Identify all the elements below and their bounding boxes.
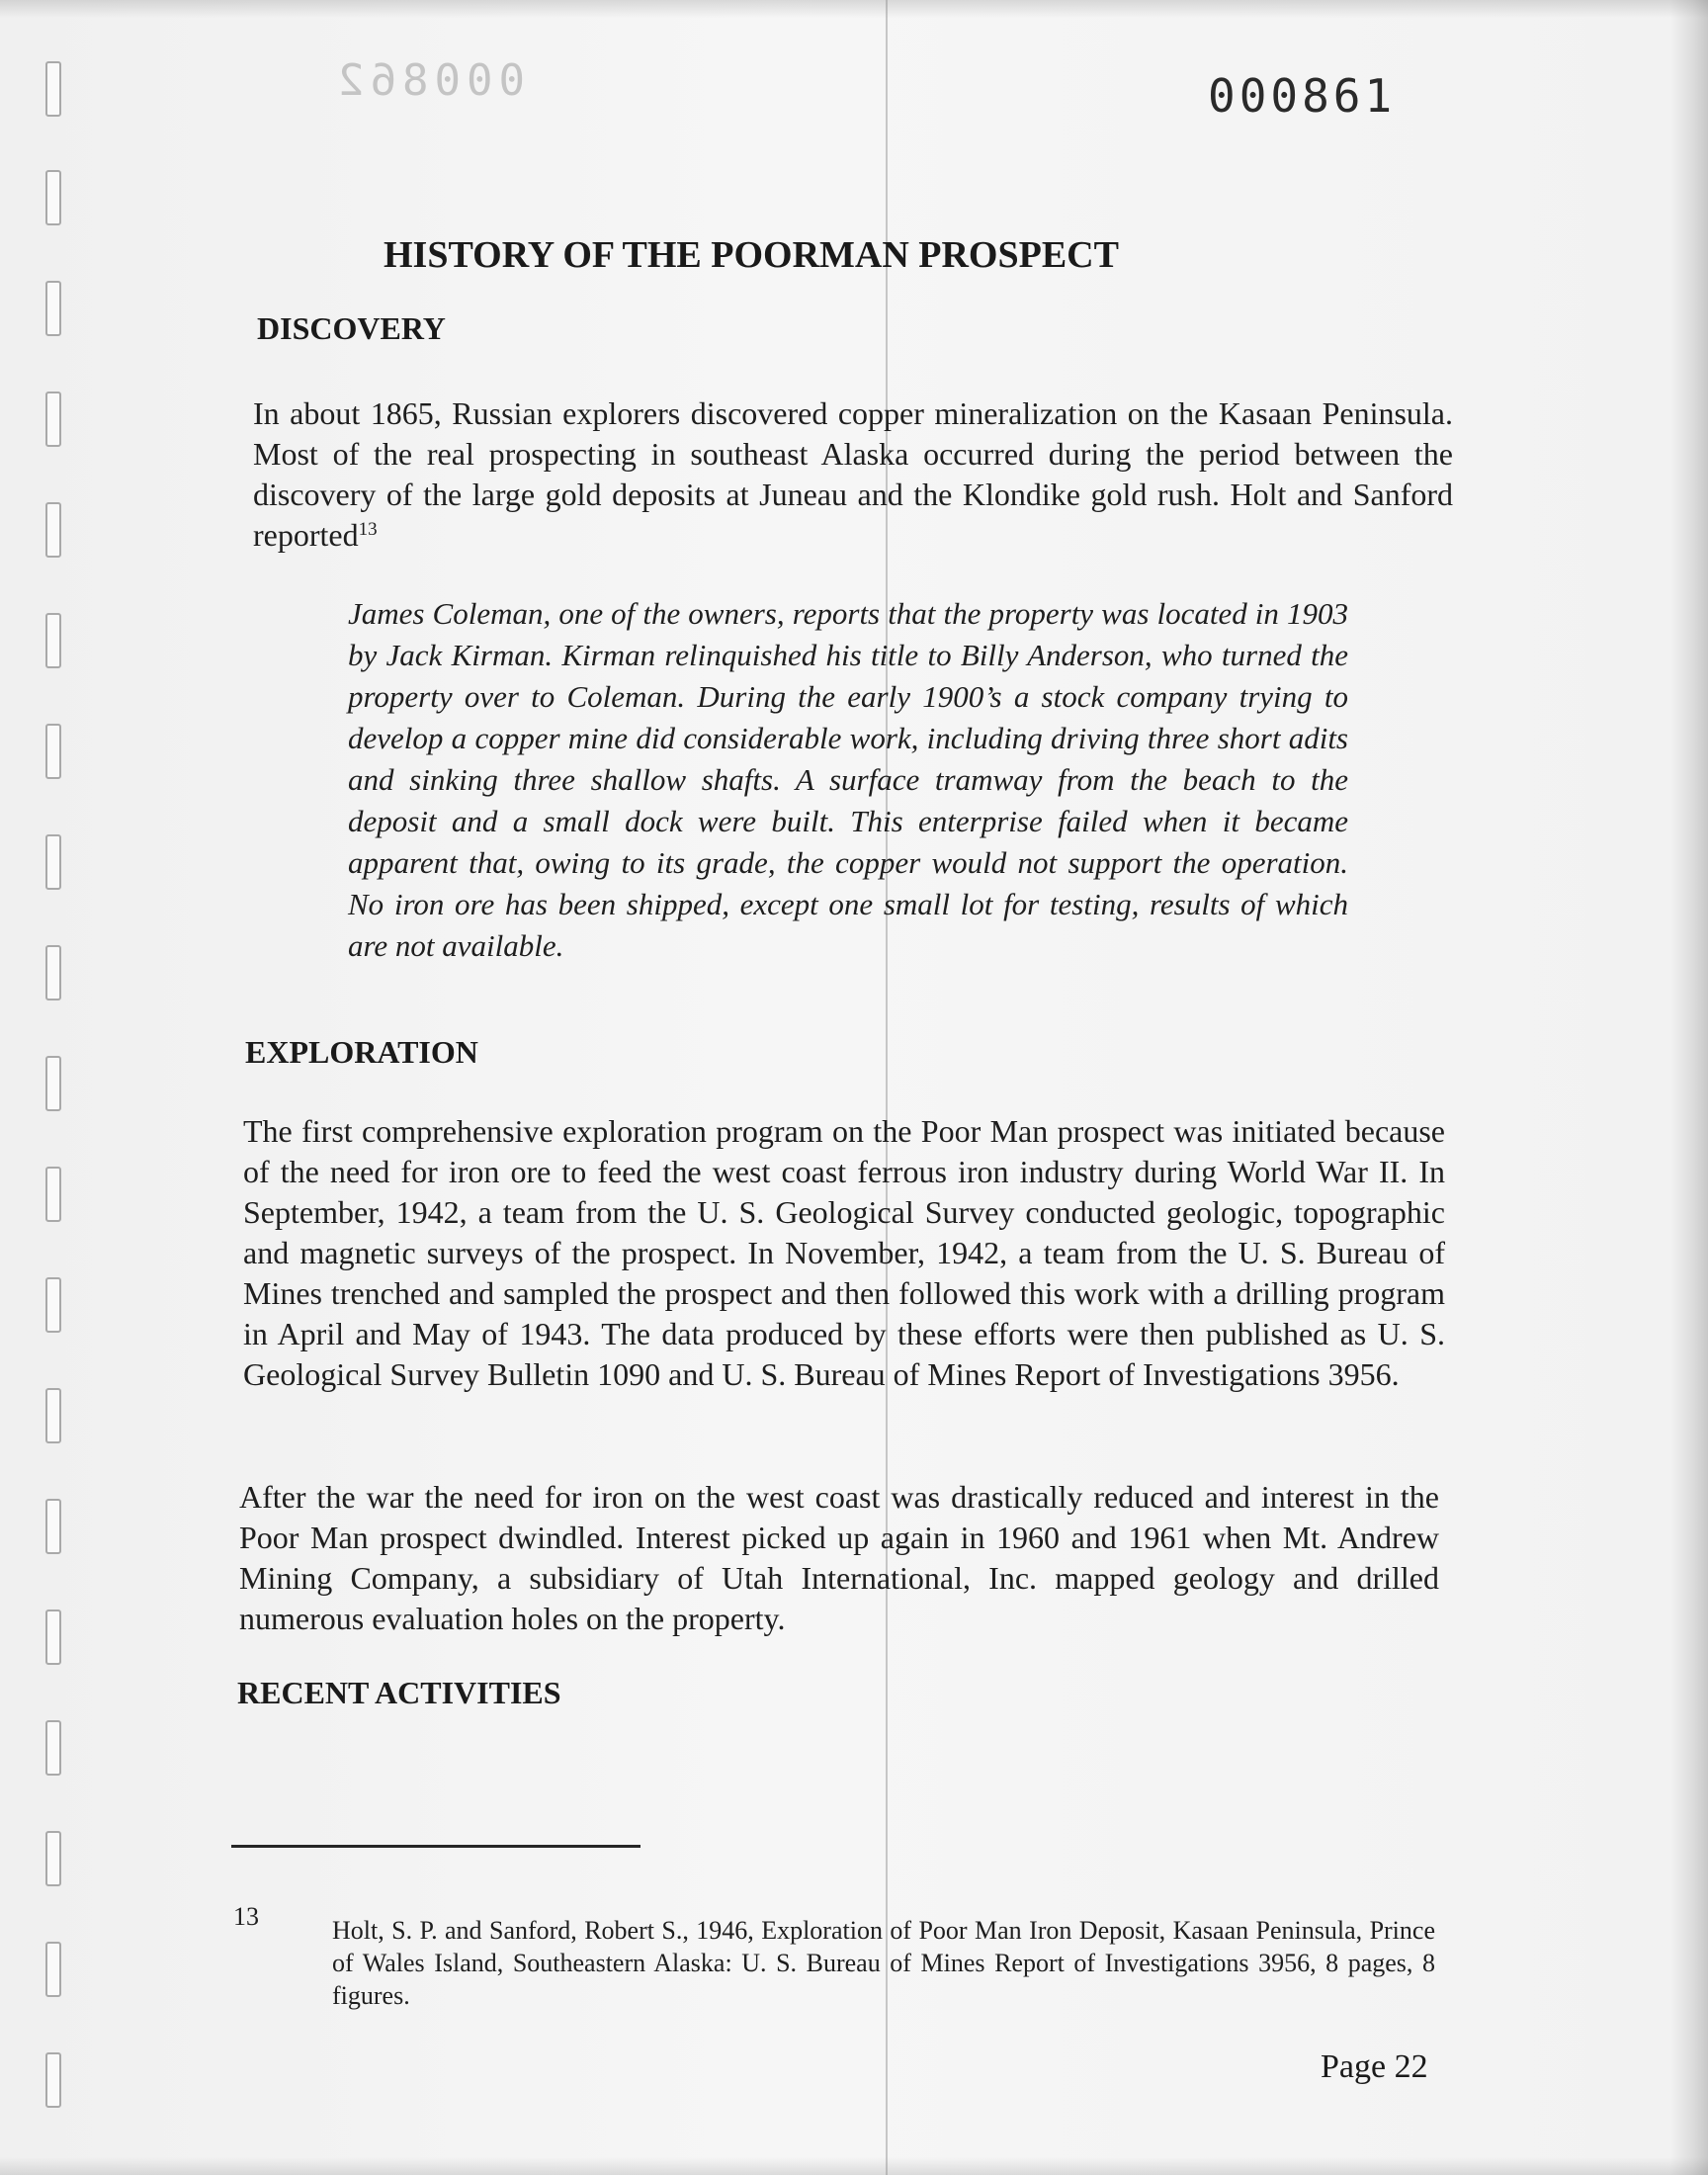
footnote-separator: [231, 1845, 640, 1848]
footnote-reference: 13: [358, 519, 378, 540]
binder-hole: [45, 1277, 61, 1333]
binder-hole: [45, 724, 61, 779]
binder-hole: [45, 1499, 61, 1554]
binder-hole: [45, 945, 61, 1000]
binder-hole: [45, 1720, 61, 1776]
footnote-number: 13: [233, 1902, 259, 1931]
footnote-text: Holt, S. P. and Sanford, Robert S., 1946, Exploration of Poor Man Iron Deposit, Kasaan Peninsula, Prince of Wales Island, Southeastern Alaska: U. S. Bureau of Mines Report of Investigations 3956, 8 pages, 8 figures.: [332, 1916, 1435, 2010]
discovery-heading: DISCOVERY: [257, 310, 446, 346]
recent-activities-heading: RECENT ACTIVITIES: [237, 1675, 561, 1710]
binder-hole: [45, 61, 61, 117]
bleed-through-number: 000862: [332, 55, 525, 106]
binder-hole: [45, 613, 61, 668]
binder-holes-strip: [0, 0, 79, 2175]
scan-bottom-edge: [0, 2157, 1708, 2175]
binder-hole: [45, 1056, 61, 1111]
exploration-paragraph: The first comprehensive exploration program on the Poor Man prospect was initiated because of the need for iron ore to feed the west coast ferrous iron industry during World War II. In September, 1942, a team from the U. S. Geological Survey conducted geologic, topographic and magnetic surveys of the prospect. In November, 1942, a team from the U. S. Bureau of Mines trenched and sampled the prospect and then followed this work with a drilling program in April and May of 1943. The data produced by these efforts were then published as U. S. Geological Survey Bulletin 1090 and U. S. Bureau of Mines Report of Investigations 3956.: [243, 1113, 1445, 1392]
binder-hole: [45, 834, 61, 890]
binder-hole: [45, 392, 61, 447]
scan-right-edge: [1670, 0, 1708, 2175]
exploration-heading: EXPLORATION: [245, 1034, 478, 1070]
block-quote: James Coleman, one of the owners, reports that the property was located in 1903 by Jack Kirman. Kirman relinquished his title to Billy Anderson, who turned the property over to Coleman. During the early 1900’s a stock company trying to develop a copper mine did considerable work, including driving three short adits and sinking three shallow shafts. A surface tramway from the beach to the deposit and a small dock were built. This enterprise failed when it became apparent that, owing to its grade, the copper would not support the operation. No iron ore has been shipped, except one small lot for testing, results of which are not available.: [348, 596, 1348, 963]
discovery-paragraph-text: In about 1865, Russian explorers discovered copper mineralization on the Kasaan Peninsula. Most of the real prospecting in southeast Alaska occurred during the period between the discovery of the large gold deposits at Juneau and the Klondike gold rush. Holt and Sanford reported: [253, 395, 1453, 553]
exploration-paragraph: After the war the need for iron on the west coast was drastically reduced and interest in the Poor Man prospect dwindled. Interest picked up again in 1960 and 1961 when Mt. Andrew Mining Company, a subsidiary of Utah International, Inc. mapped geology and drilled numerous evaluation holes on the property.: [239, 1479, 1439, 1636]
binder-hole: [45, 1942, 61, 1997]
binder-hole: [45, 1610, 61, 1665]
page-stamp-number: 000861: [1208, 69, 1397, 123]
binder-hole: [45, 2052, 61, 2108]
binder-hole: [45, 1388, 61, 1443]
binder-hole: [45, 281, 61, 336]
binder-hole: [45, 1831, 61, 1886]
binder-hole: [45, 170, 61, 225]
scan-fold-line: [886, 0, 888, 2175]
binder-hole: [45, 502, 61, 558]
discovery-paragraph: [253, 393, 1453, 556]
page-title: HISTORY OF THE POORMAN PROSPECT: [384, 234, 1119, 276]
page-number: Page 22: [1321, 2048, 1428, 2085]
binder-hole: [45, 1167, 61, 1222]
scan-top-edge: [0, 0, 1708, 18]
